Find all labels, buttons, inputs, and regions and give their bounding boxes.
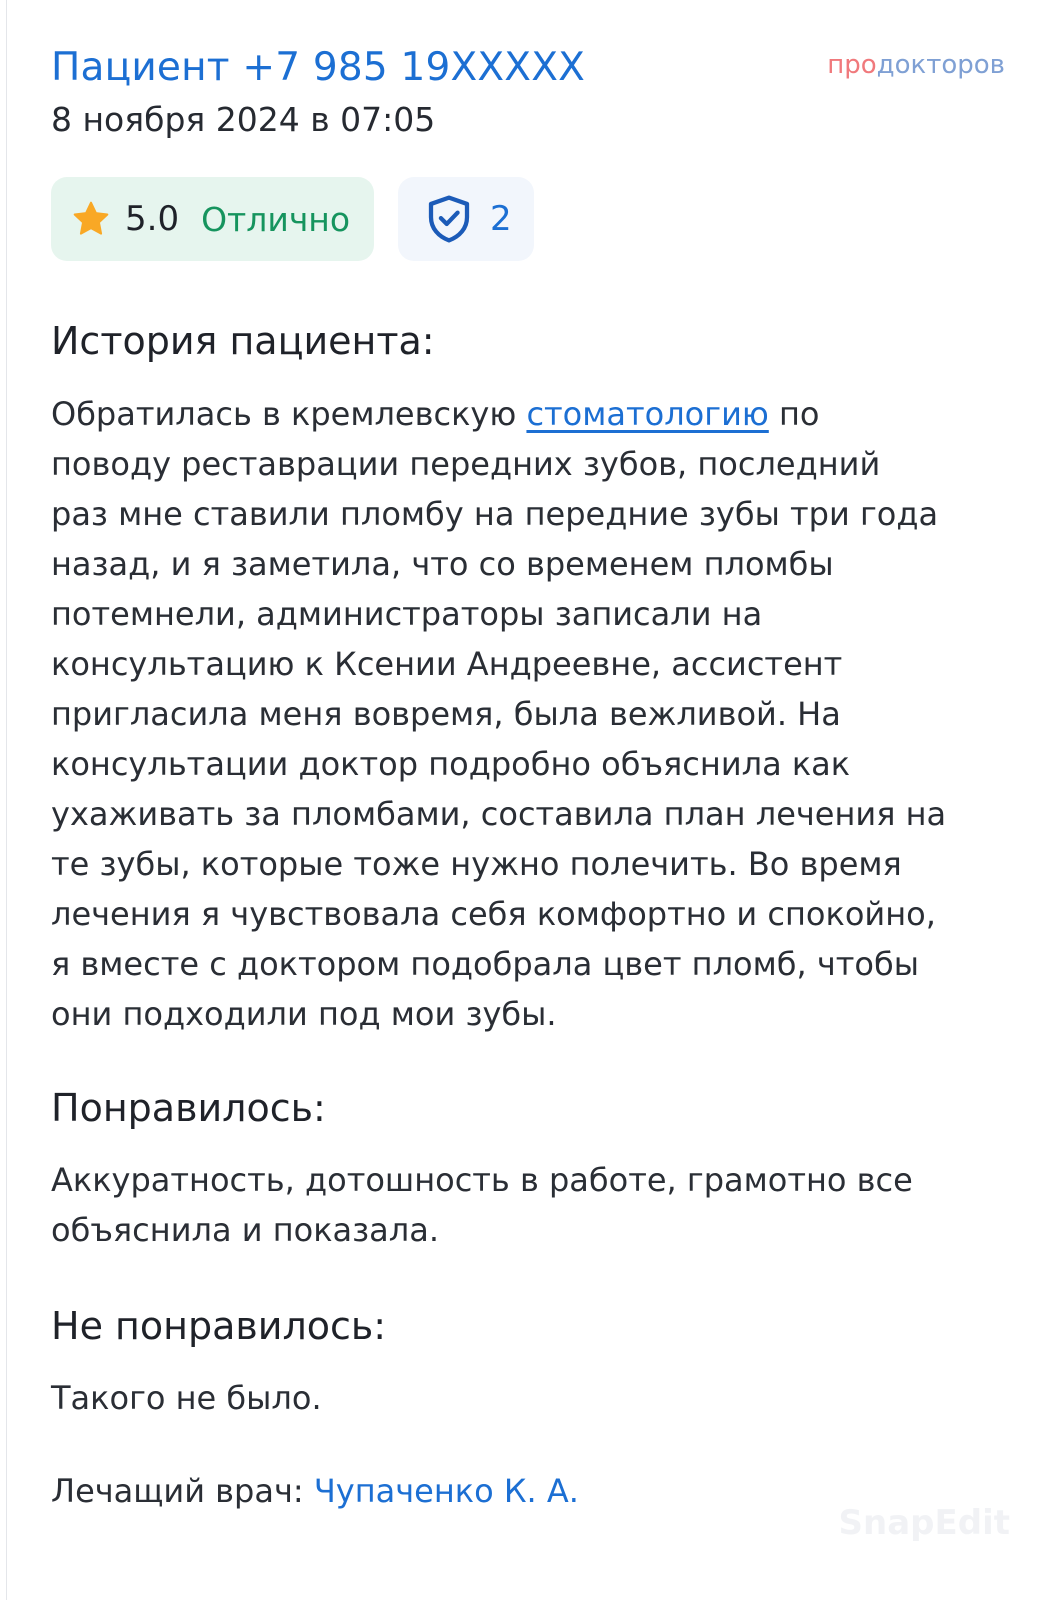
review-date: 8 ноября 2024 в 07:05 xyxy=(51,100,436,139)
history-line: консультации доктор подробно объяснила как xyxy=(51,745,851,783)
review-badges xyxy=(51,177,534,261)
history-line: потемнели, администраторы записали на xyxy=(51,595,763,633)
history-line: раз мне ставили пломбу на передние зубы три года xyxy=(51,495,939,533)
snapedit-watermark: SnapEdit xyxy=(838,1503,1010,1543)
history-line: назад, и я заметила, что со временем пломбы xyxy=(51,545,834,583)
liked-line: объяснила и показала. xyxy=(51,1211,439,1249)
logo-part-doctors: докторов xyxy=(876,50,1005,80)
verified-badge[interactable] xyxy=(398,177,534,261)
shield-check-icon xyxy=(422,191,476,247)
doctor-label: Лечащий врач: xyxy=(51,1472,314,1510)
history-text xyxy=(51,389,1011,1039)
disliked-line: Такого не было. xyxy=(51,1379,322,1417)
liked-text xyxy=(51,1155,1011,1255)
history-line: ухаживать за пломбами, составила план лечения на xyxy=(51,795,947,833)
left-border xyxy=(6,0,7,1600)
history-line: они подходили под мои зубы. xyxy=(51,995,557,1033)
rating-badge xyxy=(51,177,374,261)
history-line: консультацию к Ксении Андреевне, ассистент xyxy=(51,645,843,683)
review-card xyxy=(51,40,1011,1510)
treating-doctor xyxy=(51,1468,579,1514)
disliked-title: Не понравилось: xyxy=(51,1304,387,1348)
history-line: я вместе с доктором подобрала цвет пломб, чтобы xyxy=(51,945,919,983)
star-icon xyxy=(71,199,111,239)
disliked-text xyxy=(51,1373,1011,1423)
rating-label: Отлично xyxy=(201,199,351,239)
history-line: пригласила меня вовремя, была вежливой. На xyxy=(51,695,841,733)
history-text-segment: Обратилась в кремлевскую xyxy=(51,395,527,433)
verified-count: 2 xyxy=(490,199,512,239)
prodoctorov-logo[interactable] xyxy=(827,50,1005,80)
liked-title: Понравилось: xyxy=(51,1086,326,1130)
history-line: лечения я чувствовала себя комфортно и спокойно, xyxy=(51,895,936,933)
history-line: поводу реставрации передних зубов, последний xyxy=(51,445,881,483)
history-text-segment: по xyxy=(768,395,820,433)
rating-value: 5.0 xyxy=(125,199,180,239)
logo-part-pro: про xyxy=(827,50,877,80)
history-title: История пациента: xyxy=(51,319,435,363)
liked-line: Аккуратность, дотошность в работе, грамотно все xyxy=(51,1161,913,1199)
doctor-name-link[interactable]: Чупаченко К. А. xyxy=(313,1472,579,1510)
review-author-link[interactable]: Пациент +7 985 19XXXXX xyxy=(51,45,586,90)
history-line: те зубы, которые тоже нужно полечить. Во время xyxy=(51,845,902,883)
review-header xyxy=(51,40,1011,150)
dentistry-link[interactable]: стоматологию xyxy=(526,395,769,433)
history-line xyxy=(51,389,1011,439)
